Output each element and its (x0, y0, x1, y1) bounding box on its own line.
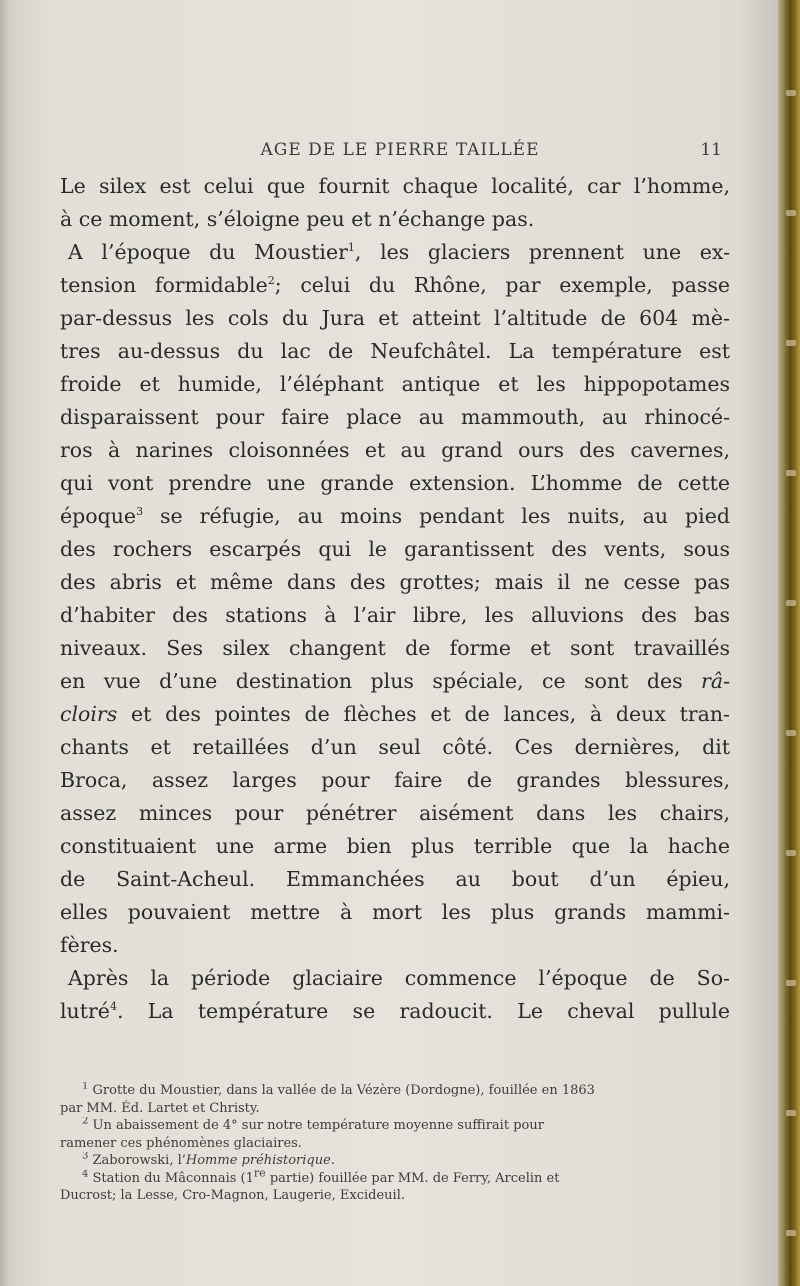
text-line: cloirs et des pointes de flèches et de lances, à deux tran- (60, 702, 730, 726)
page-number: 11 (700, 140, 722, 160)
text-line: A l’époque du Moustier$^1$, les glaciers prennent une ex- (68, 240, 730, 264)
text-line: à ce moment, s’éloigne peu et n’échange pas. (60, 207, 535, 231)
footnote-marker: 4 (109, 1000, 117, 1014)
body-text (60, 170, 730, 1028)
text-line: d’habiter des stations à l’air libre, les alluvions des bas (60, 603, 730, 627)
footnote: $^2$ Un abaissement de 4° sur notre température moyenne suffirait pour (82, 1117, 544, 1133)
footnote-continuation: par MM. Éd. Lartet et Christy. (60, 1100, 260, 1116)
italic-term: râ- (701, 669, 730, 693)
italic-term: cloirs (60, 702, 118, 726)
text-line: qui vont prendre une grande extension. L’homme de cette (60, 471, 730, 495)
book-cover-edge (778, 0, 800, 1286)
text-line: assez minces pour pénétrer aisément dans les chairs, (60, 801, 730, 825)
text-line: niveaux. Ses silex changent de forme et sont travaillés (60, 636, 730, 660)
running-title: AGE DE LE PIERRE TAILLÉE (260, 140, 540, 160)
footnote-marker: 3 (136, 505, 144, 519)
text-line: ros à narines cloisonnées et au grand ours des cavernes, (60, 438, 730, 462)
text-line: tres au-dessus du lac de Neufchâtel. La température est (60, 339, 730, 363)
text-line: des abris et même dans des grottes; mais il ne cesse pas (60, 570, 730, 594)
footnotes (60, 1082, 730, 1205)
page-left-edge (0, 0, 10, 1286)
text-line: Le silex est celui que fournit chaque localité, car l’homme, (60, 174, 730, 198)
running-head (60, 140, 740, 170)
text-line: des rochers escarpés qui le garantissent des vents, sous (60, 537, 730, 561)
text-line: tension formidable$^2$; celui du Rhône, par exemple, passe (60, 273, 730, 297)
text-line: époque$^3$ se réfugie, au moins pendant les nuits, au pied (60, 504, 730, 528)
text-line: froide et humide, l’éléphant antique et les hippopotames (60, 372, 730, 396)
footnote: $^4$ Station du Mâconnais (1re partie) fouillée par MM. de Ferry, Arcelin et (82, 1169, 560, 1186)
footnote-marker: 2 (267, 274, 275, 288)
text-line: Broca, assez larges pour faire de grandes blessures, (60, 768, 730, 792)
footnote: $^3$ Zaborowski, l’Homme préhistorique. (82, 1152, 335, 1168)
text-line: Après la période glaciaire commence l’époque de So- (68, 966, 730, 990)
footnote-marker: 1 (347, 241, 355, 255)
text-line: fères. (60, 933, 119, 957)
footnote: $^1$ Grotte du Moustier, dans la vallée de la Vézère (Dordogne), fouillée en 1863 (82, 1082, 595, 1098)
text-line: lutré$^4$. La température se radoucit. Le cheval pullule (60, 999, 730, 1023)
text-line: elles pouvaient mettre à mort les plus grands mammi- (60, 900, 730, 924)
text-line: par-dessus les cols du Jura et atteint l’altitude de 604 mè- (60, 306, 730, 330)
text-line: disparaissent pour faire place au mammouth, au rhinocé- (60, 405, 730, 429)
text-line: chants et retaillées d’un seul côté. Ces dernières, dit (60, 735, 730, 759)
footnote-continuation: Ducrost; la Lesse, Cro-Magnon, Laugerie, Excideuil. (60, 1188, 405, 1203)
footnote-continuation: ramener ces phénomènes glaciaires. (60, 1135, 302, 1151)
text-line: en vue d’une destination plus spéciale, ce sont des râ- (60, 669, 730, 693)
text-line: constituaient une arme bien plus terrible que la hache (60, 834, 730, 858)
text-line: de Saint-Acheul. Emmanchées au bout d’un épieu, (60, 867, 730, 891)
